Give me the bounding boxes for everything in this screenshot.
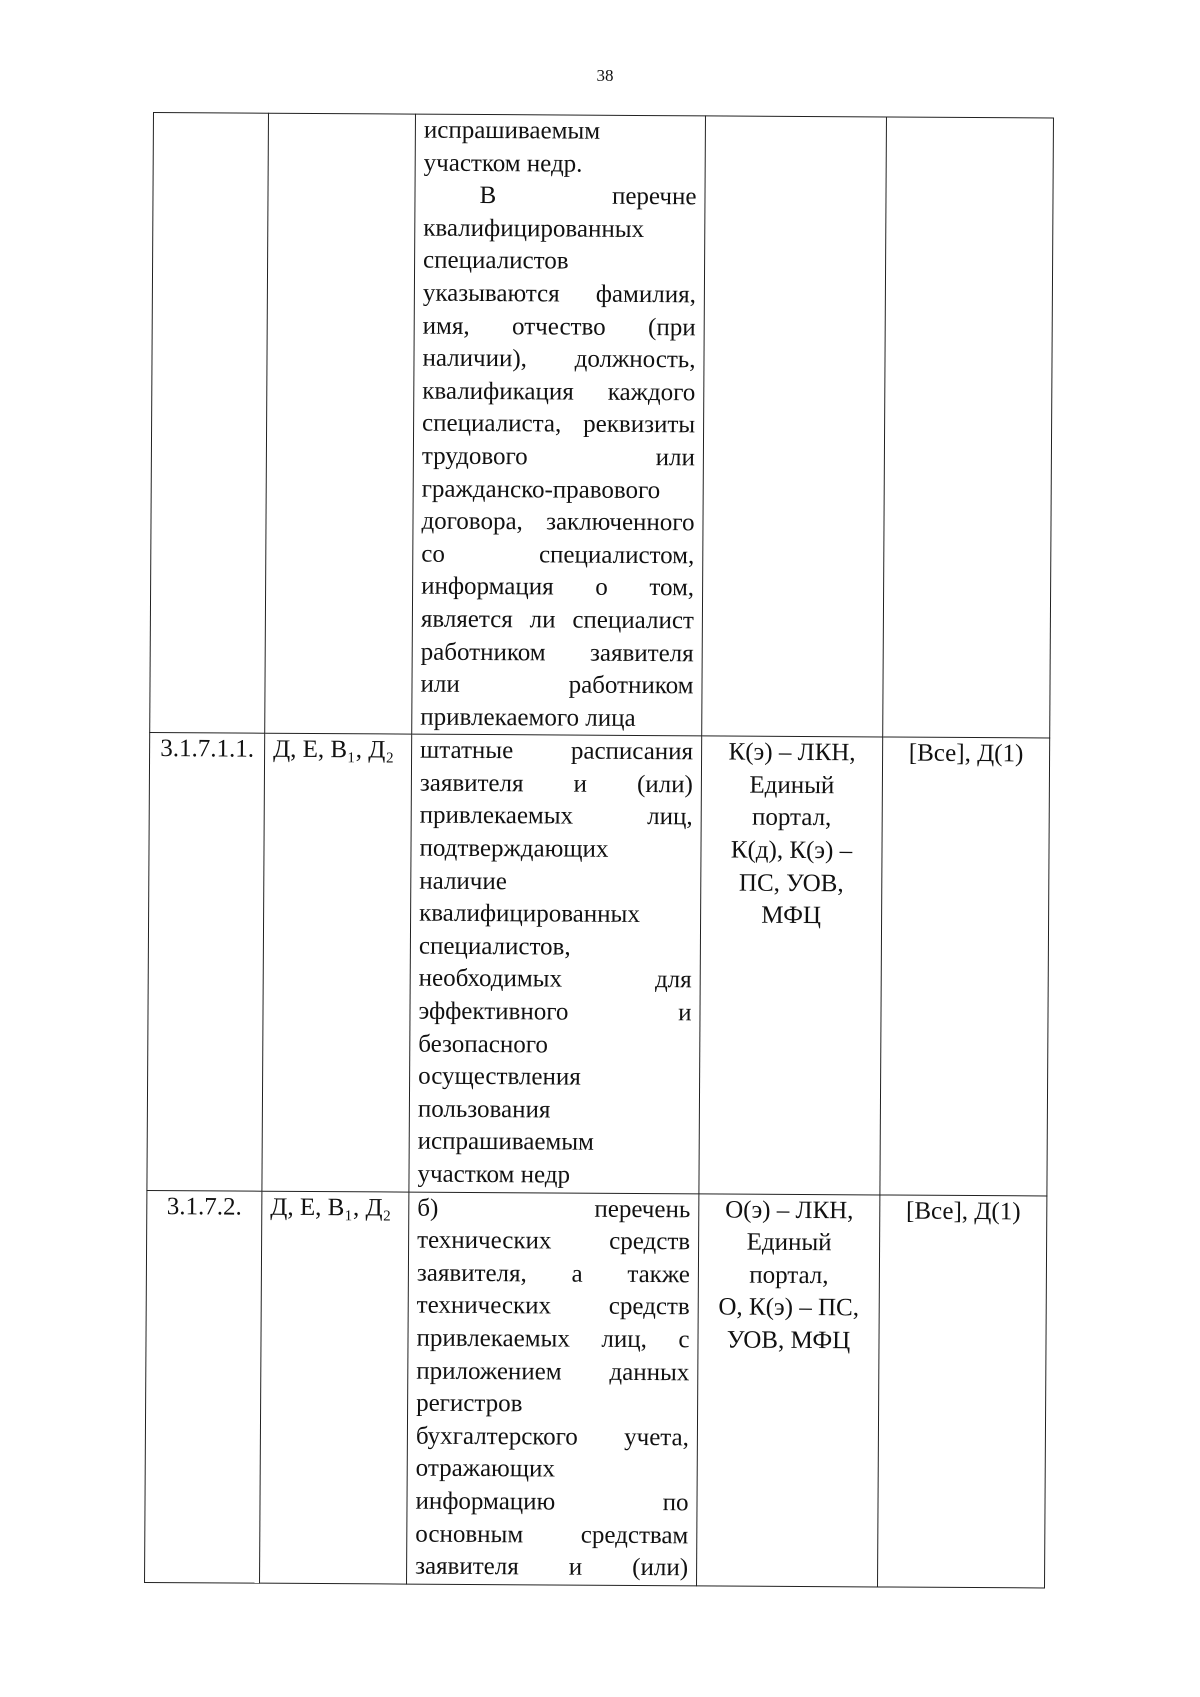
document-description-cell — [409, 734, 702, 1193]
description-line: или работником — [420, 670, 694, 700]
submission-channel-line: портал, — [749, 1261, 829, 1289]
description-line: информация о том, — [421, 572, 695, 602]
description-line: испрашиваемым — [417, 1128, 594, 1157]
submission-channels-cell — [699, 736, 883, 1194]
item-code: 3.1.7.1.1. — [160, 735, 255, 763]
procedure-codes-cell — [262, 733, 412, 1191]
description-line: является ли специалист — [420, 605, 694, 635]
submission-channel-line: МФЦ — [761, 901, 822, 930]
description-line: со специалистом, — [421, 540, 695, 570]
description-line: квалифицированных — [419, 899, 640, 929]
item-code — [154, 113, 268, 114]
table-row — [150, 113, 1054, 739]
description-line: подтверждающих — [419, 834, 609, 863]
description-line: трудового или — [421, 442, 695, 472]
applicant-category-cell — [878, 1195, 1047, 1588]
description-line: участком недр. — [423, 149, 583, 178]
description-line: В перечне — [479, 182, 697, 211]
item-code-cell — [147, 733, 265, 1191]
description-line: технических средств — [416, 1292, 690, 1321]
description-line: информацию по — [415, 1487, 689, 1517]
procedure-codes: Д, Е, В₁, Д₂ — [270, 1193, 392, 1222]
description-line: отражающих — [415, 1454, 555, 1483]
description-line: основным средствам — [415, 1520, 689, 1549]
description-line: договора, заключенного — [421, 507, 695, 537]
applicant-category-cell — [880, 737, 1050, 1195]
description-line: штатные расписания — [420, 736, 694, 766]
applicant-category-cell — [883, 117, 1054, 738]
description-line: наличие — [419, 867, 507, 895]
submission-channel-line: портал, — [751, 804, 832, 832]
description-line: указываются фамилия, — [422, 279, 696, 309]
item-code: 3.1.7.2. — [166, 1192, 242, 1221]
description-line: привлекаемых лиц, — [419, 802, 693, 831]
description-line: специалиста, реквизиты — [422, 409, 696, 439]
description-line: квалификация каждого — [422, 377, 696, 407]
submission-channel-line: Единый — [746, 1228, 832, 1257]
submission-channels-cell — [702, 116, 887, 737]
description-line: специалистов — [423, 247, 569, 275]
applicant-category: [Все], Д(1) — [908, 739, 1024, 768]
description-line: специалистов, — [418, 932, 571, 961]
submission-channel-line: ПС, УОВ, — [738, 869, 844, 897]
submission-channel-line: К(э) – ЛКН, — [728, 738, 856, 767]
description-line: имя, отчество (при — [422, 312, 696, 341]
document-description-cell — [407, 1192, 699, 1586]
description-line: гражданско-правового — [421, 475, 661, 504]
description-line: приложением данных — [416, 1357, 690, 1386]
procedure-codes-cell — [265, 113, 416, 734]
description-line: заявителя и (или) — [415, 1552, 689, 1582]
description-line: квалифицированных — [423, 214, 645, 243]
requirements-table — [144, 112, 1054, 1588]
description-line: привлекаемых лиц, с — [416, 1324, 690, 1354]
description-line: работником заявителя — [420, 638, 694, 667]
description-line: пользования — [417, 1095, 551, 1124]
description-line: бухгалтерского учета, — [415, 1422, 689, 1452]
description-line: испрашиваемым — [423, 116, 601, 145]
description-line: эффективного и — [418, 997, 692, 1027]
description-line: безопасного — [418, 1030, 549, 1059]
item-code-cell — [145, 1190, 262, 1583]
description-line: технических средств — [417, 1226, 691, 1256]
submission-channel-line: О(э) – ЛКН, — [725, 1196, 854, 1224]
description-line: осуществления — [418, 1062, 581, 1091]
description-line: необходимых для — [418, 965, 692, 994]
description-line: участком недр — [417, 1160, 571, 1189]
description-line: привлекаемого лица — [420, 703, 636, 732]
applicant-category: [Все], Д(1) — [905, 1197, 1021, 1225]
procedure-codes — [277, 114, 415, 115]
description-line: регистров — [416, 1389, 523, 1418]
item-code-cell — [150, 113, 269, 734]
table-row — [147, 733, 1050, 1196]
submission-channel-line: УОВ, МФЦ — [726, 1326, 851, 1355]
table-row — [145, 1190, 1047, 1588]
description-line: заявителя, а также — [416, 1259, 690, 1289]
page-number: 38 — [596, 66, 614, 85]
document-description-cell — [412, 114, 706, 736]
description-line: заявителя и (или) — [419, 769, 693, 799]
description-line: б) перечень — [417, 1194, 691, 1223]
submission-channels-cell — [697, 1193, 880, 1586]
submission-channel-line: Единый — [749, 771, 835, 800]
procedure-codes: Д, Е, В₁, Д₂ — [273, 736, 395, 764]
applicant-category — [887, 117, 1053, 118]
procedure-codes-cell — [260, 1191, 409, 1584]
submission-channel-line: О, К(э) – ПС, — [718, 1293, 860, 1322]
submission-channel-line: К(д), К(э) – — [730, 836, 853, 865]
description-line: наличии), должность, — [422, 344, 696, 374]
